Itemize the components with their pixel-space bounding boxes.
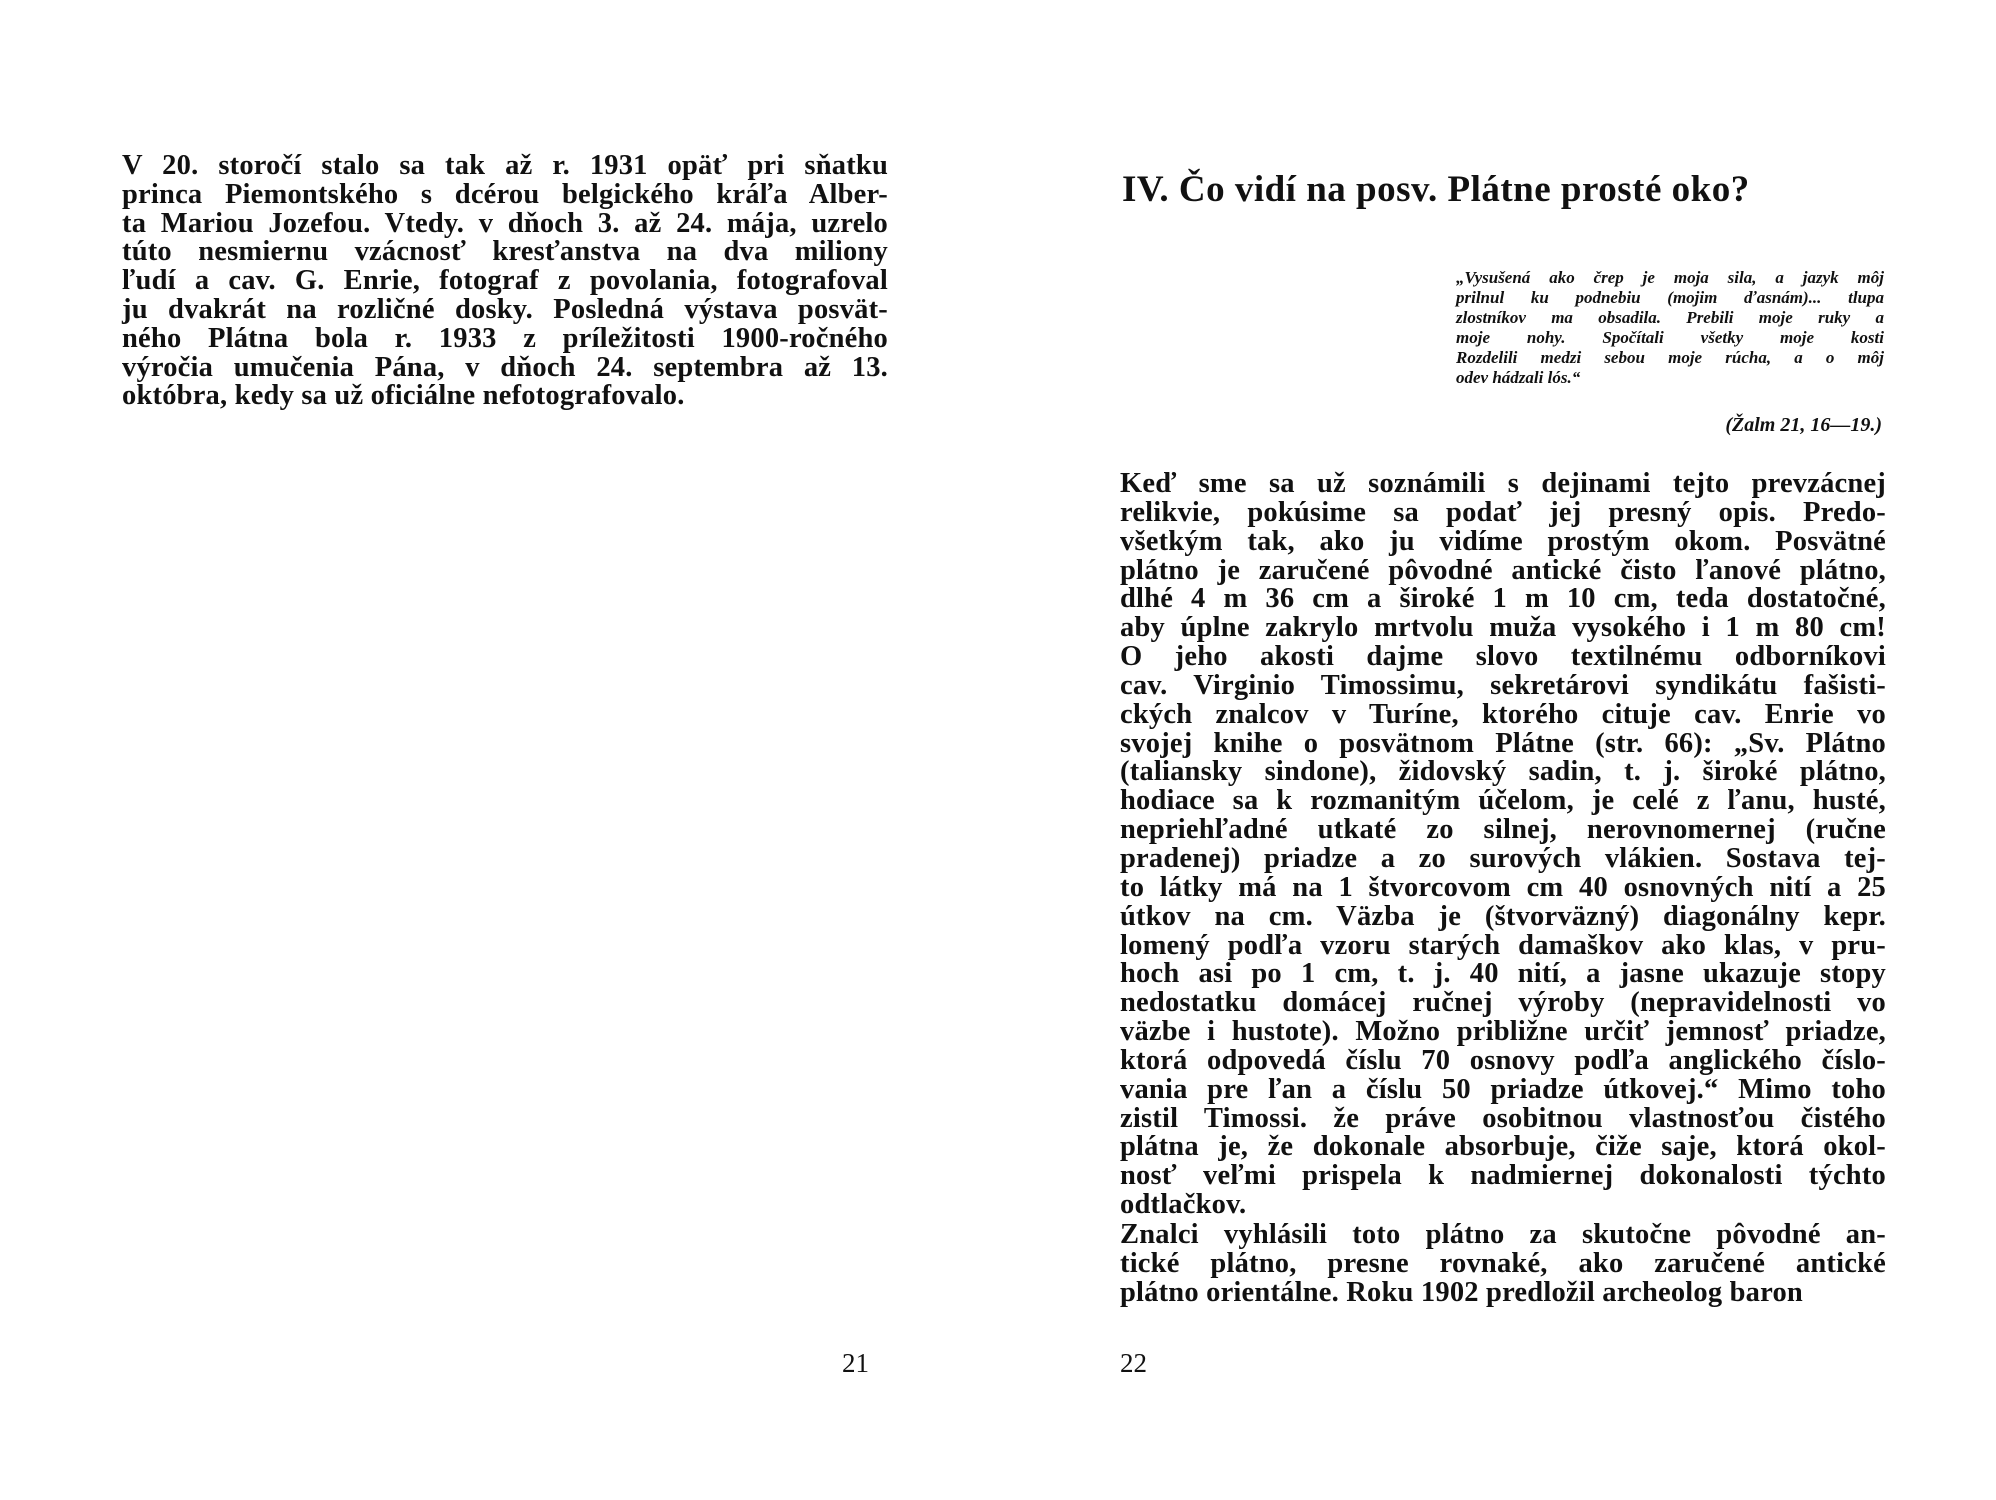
epigraph-line: Rozdelili medzi sebou moje rúcha, a o môj [1456,348,1884,367]
text-line: nosť veľmi prispela k nadmiernej dokonalosti týchto [1120,1160,1886,1192]
chapter-title: IV. Čo vidí na posv. Plátne prosté oko? [1122,169,1750,210]
epigraph-line: zlostníkov ma obsadila. Prebili moje ruky a [1456,308,1884,327]
epigraph-line: moje nohy. Spočítali všetky moje kosti [1456,328,1884,347]
text-line: princa Piemontského s dcérou belgického kráľa Alber- [122,178,888,210]
left-page-paragraph [122,152,888,411]
text-line: zistil Timossi. že práve osobitnou vlastnosťou čistého [1120,1102,1886,1134]
right-page [998,0,1996,1500]
text-line: hodiace sa k rozmanitým účelom, je celé z ľanu, husté, [1120,785,1886,817]
epigraph-source: (Žalm 21, 16—19.) [1725,414,1882,436]
text-line: tické plátno, presne rovnaké, ako zaručené antické [1120,1247,1886,1279]
text-line: útkov na cm. Väzba je (štvorväzný) diagonálny kepr. [1120,900,1886,932]
text-line: O jeho akosti dajme slovo textilnému odborníkovi [1120,641,1886,673]
text-line: V 20. storočí stalo sa tak až r. 1931 opäť pri sňatku [122,150,888,181]
epigraph-line: prilnul ku podnebiu (mojim ďasnám)... tlupa [1456,288,1884,307]
text-line: lomený podľa vzoru starých damaškov ako klas, v pru- [1120,929,1886,961]
text-line: ju dvakrát na rozličné dosky. Posledná výstava posvät- [122,293,888,325]
text-line: ta Mariou Jozefou. Vtedy. v dňoch 3. až 24. mája, uzrelo [122,207,888,239]
text-line: hoch asi po 1 cm, t. j. 40 nití, a jasne ukazuje stopy [1120,958,1886,990]
epigraph-line: „Vysušená ako črep je moja sila, a jazyk môj [1456,268,1884,287]
text-line: túto nesmiernu vzácnosť kresťanstva na dva miliony [122,236,888,268]
text-line: pradenej) priadze a zo surových vlákien. Sostava tej- [1120,842,1886,874]
text-line: ného Plátna bola r. 1933 z príležitosti 1900-ročného [122,322,888,354]
text-line: relikvie, pokúsime sa podať jej presný opis. Predo- [1120,496,1886,528]
text-line: ckých znalcov v Turíne, ktorého cituje cav. Enrie vo [1120,698,1886,730]
text-line: ľudí a cav. G. Enrie, fotograf z povolania, fotografoval [122,265,888,297]
epigraph-line: odev hádzali lós.“ [1456,368,1581,387]
text-line: plátno orientálne. Roku 1902 predložil archeolog baron [1120,1276,1803,1308]
text-line: väzbe i hustote). Možno približne určiť jemnosť priadze, [1120,1016,1886,1048]
text-line: dlhé 4 m 36 cm a široké 1 m 10 cm, teda dostatočné, [1120,583,1886,615]
text-line: to látky má na 1 štvorcovom cm 40 osnovných nití a 25 [1120,871,1886,903]
page-number-right: 22 [1120,1348,1147,1378]
text-line: (taliansky sindone), židovský sadin, t. j. široké plátno, [1120,756,1886,788]
text-line: nedostatku domácej ručnej výroby (nepravidelnosti vo [1120,987,1886,1019]
text-line: Keď sme sa už soznámili s dejinami tejto prevzácnej [1120,468,1886,499]
text-line: vania pre ľan a číslu 50 priadze útkovej.“ Mimo toho [1120,1073,1886,1105]
text-line: aby úplne zakrylo mrtvolu muža vysokého i 1 m 80 cm! [1120,612,1886,644]
right-page-paragraph-2 [1120,1221,1886,1307]
text-line: ktorá odpovedá číslu 70 osnovy podľa anglického číslo- [1120,1044,1886,1076]
page-number-left: 21 [842,1348,869,1378]
text-line: cav. Virginio Timossimu, sekretárovi syndikátu fašisti- [1120,669,1886,701]
text-line: svojej knihe o posvätnom Plátne (str. 66): „Sv. Plátno [1120,727,1886,759]
text-line: októbra, kedy sa už oficiálne nefotografovalo. [122,380,685,412]
text-line: plátno je zaručené pôvodné antické čisto ľanové plátno, [1120,554,1886,586]
text-line: nepriehľadné utkaté zo silnej, nerovnomernej (ručne [1120,814,1886,846]
right-page-paragraph-1 [1120,470,1886,1220]
text-line: Znalci vyhlásili toto plátno za skutočne pôvodné an- [1120,1219,1886,1250]
text-line: výročia umučenia Pána, v dňoch 24. septembra až 13. [122,351,888,383]
text-line: všetkým tak, ako ju vidíme prostým okom. Posvätné [1120,525,1886,557]
text-line: odtlačkov. [1120,1189,1247,1221]
text-line: plátna je, že dokonale absorbuje, čiže saje, ktorá okol- [1120,1131,1886,1163]
epigraph-quote [1456,268,1884,388]
